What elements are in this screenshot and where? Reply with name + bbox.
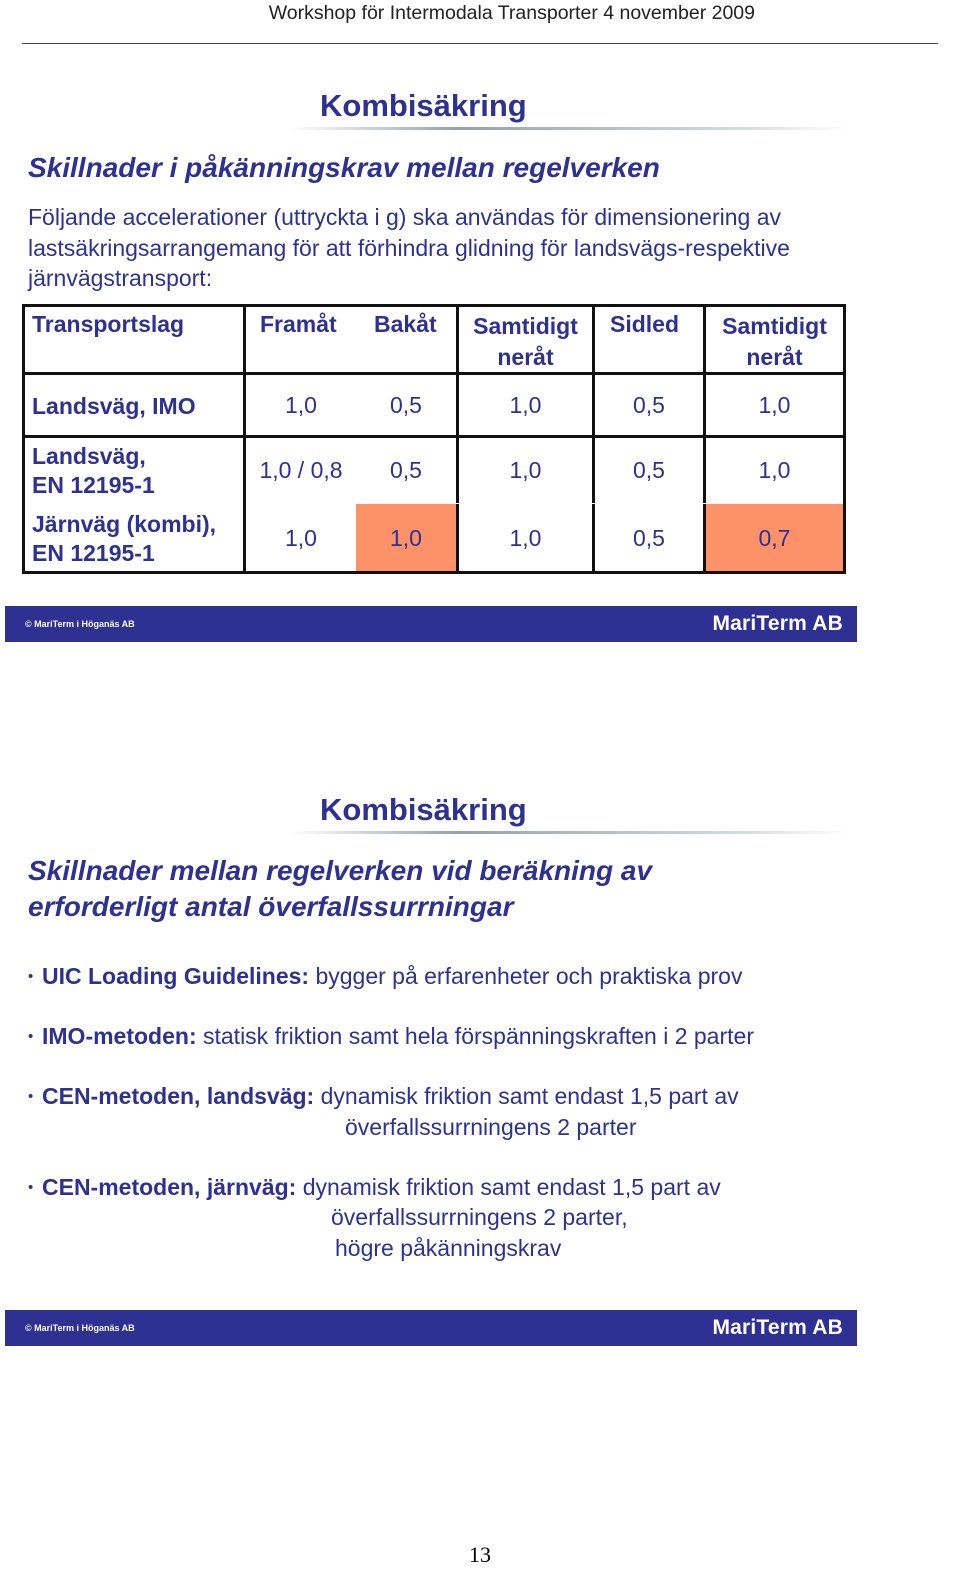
row2-sidled: 0,5 <box>633 457 665 483</box>
bullet-cen-jarnvag-bold: CEN-metoden, järnväg: <box>42 1174 297 1200</box>
bullet-uic <box>28 961 742 993</box>
slide-2-footer <box>5 1310 857 1346</box>
row1-sidled: 0,5 <box>633 392 665 418</box>
row1-samtidigt-2: 1,0 <box>758 392 791 418</box>
bullet-uic-text: bygger på erfarenheter och praktiska prov <box>309 963 743 989</box>
header-sidled: Sidled <box>610 311 680 337</box>
header-framat: Framåt <box>260 311 337 337</box>
header-samtidigt-nerat-2: Samtidigt neråt <box>722 313 827 370</box>
slide-2-title-rule <box>290 831 850 834</box>
header-transportslag: Transportslag <box>32 311 185 337</box>
row2-framat: 1,0 / 0,8 <box>259 457 343 483</box>
slide-1-intro: Följande accelerationer (uttryckta i g) ska användas för dimensionering av lastsäkringsarrangemang för att förhindra glidning för landsvägs-respektive järnvägstransport: <box>28 204 790 291</box>
slide-2-subtitle-line1: Skillnader mellan regelverken vid beräkning av <box>28 855 653 886</box>
row1-framat: 1,0 <box>285 392 317 418</box>
row1-samtidigt: 1,0 <box>509 392 542 418</box>
header-text: Workshop för Intermodala Transporter 4 november 2009 <box>268 2 755 24</box>
bullet-cen-jarnvag-cont-1: överfallssurrningens 2 parter, <box>331 1204 628 1230</box>
row2-bakat: 0,5 <box>390 457 422 483</box>
bullet-imo <box>28 1021 754 1053</box>
slide-1-subtitle: Skillnader i påkänningskrav mellan regelverken <box>28 152 660 183</box>
row3-samtidigt: 1,0 <box>509 525 542 551</box>
mariterm-logo: MariTerm AB <box>712 612 843 635</box>
bullet-cen-landsvag-text: dynamisk friktion samt endast 1,5 part av <box>314 1083 739 1109</box>
header-bakat: Bakåt <box>374 311 437 337</box>
row-label-jarnvag: Järnväg (kombi), EN 12195-1 <box>32 511 217 566</box>
row3-framat: 1,0 <box>285 525 317 551</box>
bullet-uic-bold: UIC Loading Guidelines: <box>42 963 310 989</box>
bullet-cen-jarnvag <box>28 1172 721 1204</box>
bullet-dot-icon: • <box>28 968 34 985</box>
row3-samtidigt-2-highlighted: 0,7 <box>706 504 843 571</box>
row2-samtidigt-2: 1,0 <box>758 457 791 483</box>
bullet-cen-landsvag-bold: CEN-metoden, landsväg: <box>42 1083 315 1109</box>
header-samtidigt-nerat-1: Samtidigt neråt <box>473 313 578 370</box>
slide-2-subtitle-line2: erforderligt antal överfallssurrningar <box>28 891 514 922</box>
bullet-dot-icon: • <box>28 1088 34 1105</box>
slide-1-title: Kombisäkring <box>320 88 527 123</box>
bullet-dot-icon: • <box>28 1179 34 1196</box>
bullet-imo-bold: IMO-metoden: <box>42 1023 197 1049</box>
footer-copyright: © MariTerm i Höganäs AB <box>25 619 135 629</box>
bullet-cen-landsvag-cont-1: överfallssurrningens 2 parter <box>345 1114 637 1140</box>
bullet-dot-icon: • <box>28 1028 34 1045</box>
bullet-imo-text: statisk friktion samt hela förspänningskraften i 2 parter <box>196 1023 754 1049</box>
bullet-cen-jarnvag-cont-2: högre påkänningskrav <box>335 1235 562 1261</box>
row3-sidled: 0,5 <box>633 525 665 551</box>
row1-bakat: 0,5 <box>390 392 422 418</box>
slide-2-title: Kombisäkring <box>320 792 527 827</box>
row2-samtidigt: 1,0 <box>509 457 542 483</box>
row-label-landsvag-imo: Landsväg, IMO <box>32 393 196 419</box>
row3-bakat-highlighted: 1,0 <box>356 504 456 571</box>
page-number: 13 <box>469 1542 491 1567</box>
bullet-cen-landsvag <box>28 1081 739 1113</box>
mariterm-logo: MariTerm AB <box>712 1316 843 1339</box>
row-label-landsvag-en: Landsväg, EN 12195-1 <box>32 443 155 498</box>
footer-copyright: © MariTerm i Höganäs AB <box>25 1323 135 1333</box>
bullet-cen-jarnvag-text: dynamisk friktion samt endast 1,5 part av <box>296 1174 721 1200</box>
